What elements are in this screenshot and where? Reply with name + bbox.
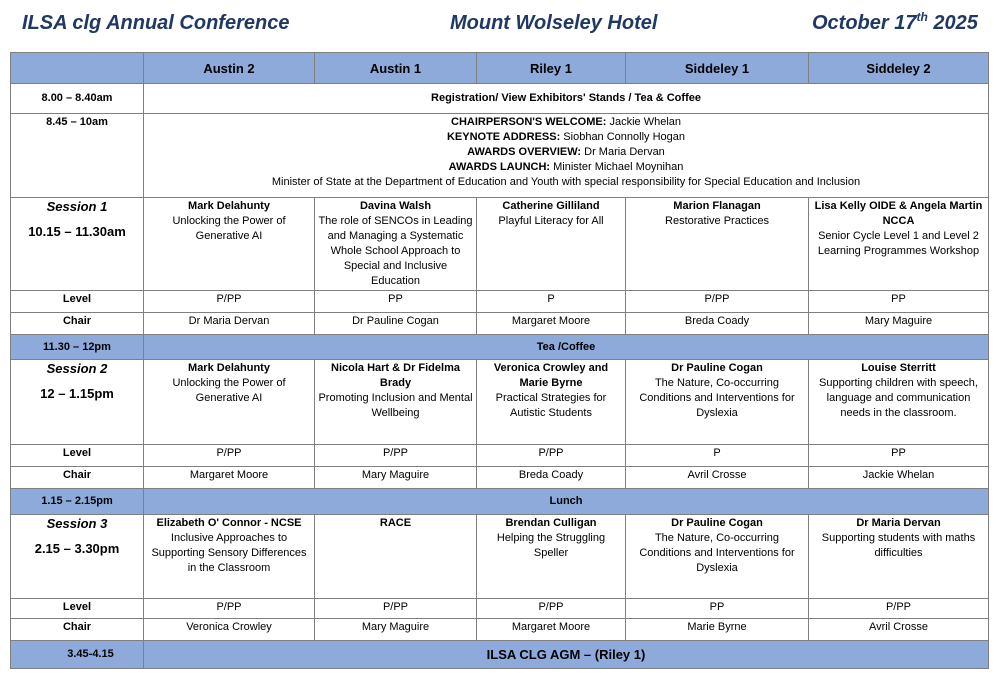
session2-row — [11, 360, 989, 445]
room-header: Riley 1 — [477, 53, 626, 84]
chair-value: Breda Coady — [477, 467, 626, 489]
talk-title: Supporting students with maths difficulties — [821, 532, 976, 559]
minister-line: Minister of State at the Department of Education and Youth with special responsibility for Special Education and Inclusion — [271, 176, 861, 188]
chair-value: Mary Maguire — [315, 619, 477, 641]
chair-label: Chair — [11, 313, 144, 335]
lunch-text: Lunch — [144, 489, 989, 515]
speaker: Elizabeth O' Connor - NCSE — [156, 517, 302, 529]
awards-overview-label: AWARDS OVERVIEW: — [467, 146, 582, 158]
session2-chair-row — [11, 467, 989, 489]
chairperson-line — [147, 115, 985, 130]
session-label-cell — [11, 515, 144, 599]
conference-title: ILSA clg Annual Conference — [22, 12, 290, 34]
chair-value: Margaret Moore — [144, 467, 315, 489]
page-header — [0, 12, 1000, 42]
schedule-table — [10, 52, 989, 669]
talk-cell — [477, 515, 626, 599]
awards-overview-line — [147, 145, 985, 160]
talk-cell — [809, 198, 989, 291]
level-value: PP — [315, 291, 477, 313]
room-header: Siddeley 2 — [809, 53, 989, 84]
speaker: Veronica Crowley and Marie Byrne — [493, 362, 609, 389]
speaker: Mark Delahunty — [188, 362, 270, 374]
level-label: Level — [11, 291, 144, 313]
speaker: Nicola Hart & Dr Fidelma Brady — [331, 362, 460, 389]
level-value: PP — [809, 445, 989, 467]
registration-text: Registration/ View Exhibitors' Stands / Tea & Coffee — [144, 84, 989, 114]
talk-cell — [315, 360, 477, 445]
talk-title: Unlocking the Power of Generative AI — [172, 377, 286, 404]
talk-title: Promoting Inclusion and Mental Wellbeing — [318, 392, 473, 419]
chairperson-name: Jackie Whelan — [606, 116, 681, 128]
awards-launch-name: Minister Michael Moynihan — [550, 161, 684, 173]
level-value: PP — [809, 291, 989, 313]
talk-title: Helping the Struggling Speller — [496, 532, 606, 559]
chairperson-label: CHAIRPERSON'S WELCOME: — [451, 116, 607, 128]
chair-value: Dr Pauline Cogan — [315, 313, 477, 335]
time-cell: 3.45-4.15 — [11, 641, 144, 669]
chair-value: Mary Maguire — [809, 313, 989, 335]
session3-chair-row — [11, 619, 989, 641]
time-cell: 8.00 – 8.40am — [11, 84, 144, 114]
speaker: Mark Delahunty — [188, 200, 270, 212]
speaker: Dr Pauline Cogan — [671, 517, 763, 529]
level-value: P/PP — [315, 445, 477, 467]
session-label: Session 2 — [46, 361, 108, 376]
opening-row — [11, 114, 989, 198]
chair-value: Avril Crosse — [809, 619, 989, 641]
speaker: Lisa Kelly OIDE & Angela Martin NCCA — [814, 200, 983, 227]
time-cell: 1.15 – 2.15pm — [11, 489, 144, 515]
session-label-cell — [11, 360, 144, 445]
session-label: Session 1 — [46, 199, 108, 214]
level-label: Level — [11, 599, 144, 619]
lunch-row — [11, 489, 989, 515]
session-label: Session 3 — [46, 516, 108, 531]
chair-value: Jackie Whelan — [809, 467, 989, 489]
level-value: P — [626, 445, 809, 467]
keynote-label: KEYNOTE ADDRESS: — [446, 131, 561, 143]
speaker: Marion Flanagan — [673, 200, 761, 212]
opening-details — [144, 114, 989, 198]
talk-cell — [626, 515, 809, 599]
level-value: P/PP — [477, 445, 626, 467]
talk-cell — [144, 515, 315, 599]
corner-cell — [11, 53, 144, 84]
level-value: P/PP — [315, 599, 477, 619]
awards-launch-line — [147, 160, 985, 175]
agm-row — [11, 641, 989, 669]
time-cell: 11.30 – 12pm — [11, 335, 144, 360]
awards-launch-label: AWARDS LAUNCH: — [448, 161, 551, 173]
date-suffix: th — [916, 10, 928, 24]
session-label-cell — [11, 198, 144, 291]
time-cell: 8.45 – 10am — [11, 114, 144, 198]
keynote-name: Siobhan Connolly Hogan — [560, 131, 686, 143]
session1-row — [11, 198, 989, 291]
level-value: P — [477, 291, 626, 313]
date-year: 2025 — [927, 12, 978, 34]
level-value: P/PP — [144, 445, 315, 467]
chair-label: Chair — [11, 467, 144, 489]
level-value: P/PP — [144, 291, 315, 313]
talk-title: The Nature, Co-occurring Conditions and Interventions for Dyslexia — [639, 377, 795, 419]
speaker: Catherine Gilliland — [502, 200, 600, 212]
registration-row — [11, 84, 989, 114]
level-value: P/PP — [809, 599, 989, 619]
speaker: Dr Pauline Cogan — [671, 362, 763, 374]
talk-title: Restorative Practices — [665, 215, 769, 227]
keynote-line — [147, 130, 985, 145]
talk-cell — [626, 360, 809, 445]
talk-cell — [315, 515, 477, 599]
chair-value: Avril Crosse — [626, 467, 809, 489]
date-title — [812, 12, 978, 35]
speaker: Brendan Culligan — [505, 517, 597, 529]
awards-overview-name: Dr Maria Dervan — [581, 146, 665, 158]
talk-title: The Nature, Co-occurring Conditions and Interventions for Dyslexia — [639, 532, 795, 574]
chair-value: Marie Byrne — [626, 619, 809, 641]
room-header: Austin 2 — [144, 53, 315, 84]
level-value: P/PP — [477, 599, 626, 619]
level-value: P/PP — [144, 599, 315, 619]
talk-cell — [477, 198, 626, 291]
break-row — [11, 335, 989, 360]
talk-cell — [809, 515, 989, 599]
session2-level-row — [11, 445, 989, 467]
room-header-row — [11, 53, 989, 84]
session1-level-row — [11, 291, 989, 313]
room-header: Austin 1 — [315, 53, 477, 84]
speaker: Davina Walsh — [359, 200, 432, 212]
chair-value: Breda Coady — [626, 313, 809, 335]
talk-cell — [477, 360, 626, 445]
agm-text: ILSA CLG AGM – (Riley 1) — [144, 641, 989, 669]
chair-value: Margaret Moore — [477, 313, 626, 335]
talk-title: Senior Cycle Level 1 and Level 2 Learning Programmes Workshop — [817, 230, 980, 257]
chair-value: Mary Maguire — [315, 467, 477, 489]
session1-chair-row — [11, 313, 989, 335]
chair-value: Veronica Crowley — [144, 619, 315, 641]
talk-title: Playful Literacy for All — [498, 215, 604, 227]
talk-cell — [626, 198, 809, 291]
talk-cell — [144, 198, 315, 291]
chair-label: Chair — [11, 619, 144, 641]
session3-row — [11, 515, 989, 599]
speaker: Dr Maria Dervan — [856, 517, 941, 529]
session3-level-row — [11, 599, 989, 619]
talk-cell — [809, 360, 989, 445]
talk-title: Practical Strategies for Autistic Students — [495, 392, 607, 419]
session-time: 12 – 1.15pm — [40, 386, 114, 401]
talk-title: Inclusive Approaches to Supporting Sensory Differences in the Classroom — [151, 532, 307, 574]
session-time: 2.15 – 3.30pm — [34, 541, 120, 556]
speaker: Louise Sterritt — [861, 362, 936, 374]
level-value: PP — [626, 599, 809, 619]
room-header: Siddeley 1 — [626, 53, 809, 84]
session-time: 10.15 – 11.30am — [28, 224, 126, 239]
talk-title: Supporting children with speech, language and communication needs in the classroom. — [819, 377, 978, 419]
speaker: RACE — [379, 517, 412, 529]
talk-title: Unlocking the Power of Generative AI — [172, 215, 286, 242]
level-label: Level — [11, 445, 144, 467]
chair-value: Dr Maria Dervan — [144, 313, 315, 335]
venue-title: Mount Wolseley Hotel — [450, 12, 658, 34]
talk-cell — [315, 198, 477, 291]
talk-title: The role of SENCOs in Leading and Managing a Systematic Whole School Approach to Special and Inclusive Education — [318, 215, 473, 287]
level-value: P/PP — [626, 291, 809, 313]
date-main: October 17 — [812, 12, 917, 34]
chair-value: Margaret Moore — [477, 619, 626, 641]
talk-cell — [144, 360, 315, 445]
break-text: Tea /Coffee — [144, 335, 989, 360]
